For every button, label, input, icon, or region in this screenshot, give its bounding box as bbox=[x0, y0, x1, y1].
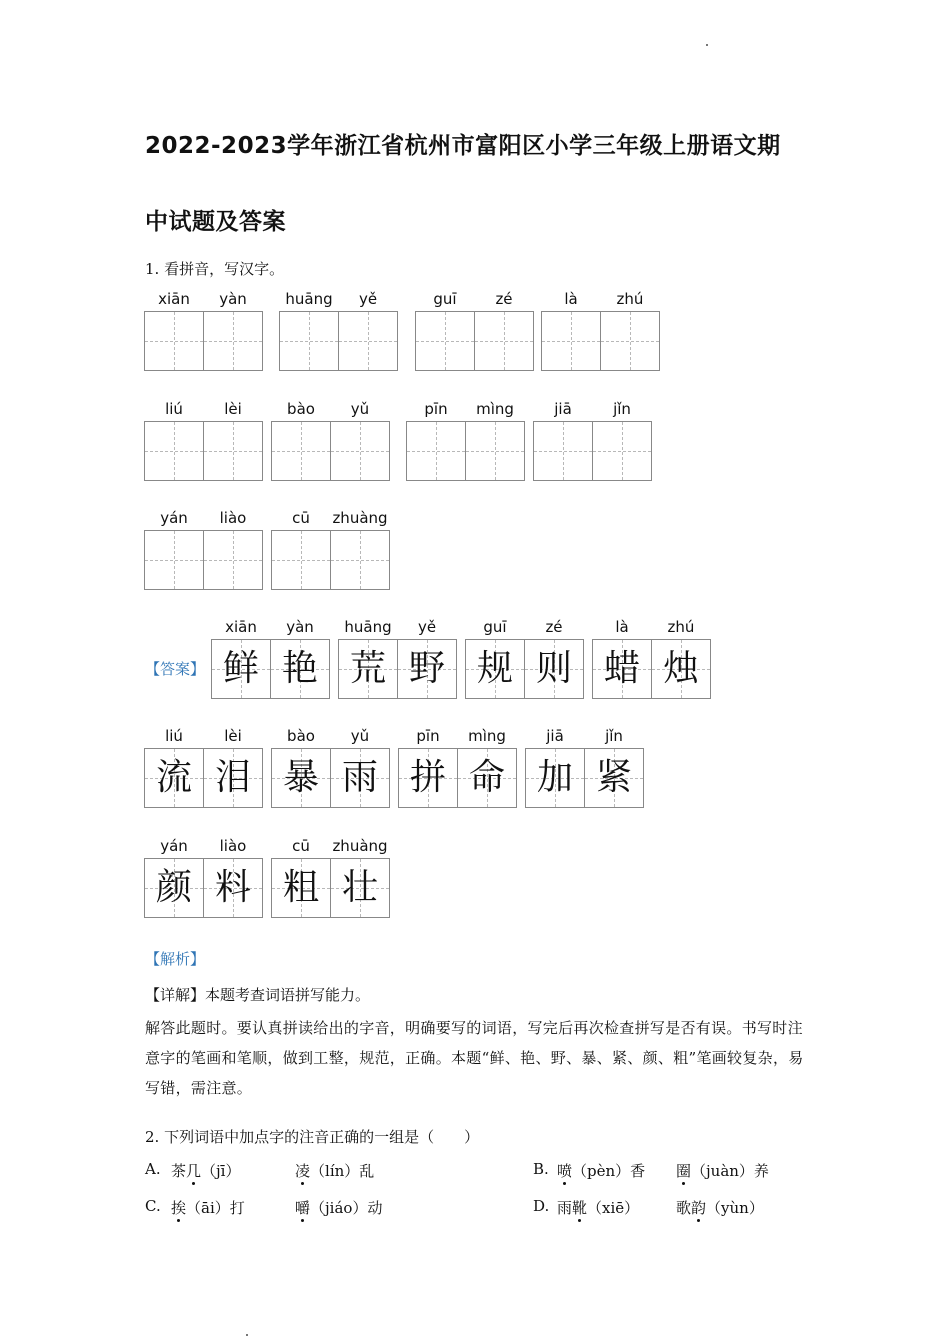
option-b-word-2 bbox=[676, 1160, 769, 1181]
blank-char-box bbox=[465, 421, 525, 481]
blank-pinyin: pīn bbox=[424, 400, 448, 418]
option-c-word-1 bbox=[171, 1197, 245, 1218]
answer-char-box bbox=[270, 639, 330, 699]
page-mark-top bbox=[706, 44, 708, 46]
answer-char: 荒 bbox=[349, 648, 386, 689]
blank-char-box bbox=[271, 530, 331, 590]
option-d2-dotted: 韵 bbox=[691, 1199, 707, 1217]
answer-pinyin: zhú bbox=[667, 618, 695, 636]
answer-pinyin: cū bbox=[292, 837, 310, 855]
blank-pinyin: yě bbox=[358, 290, 378, 308]
blank-pinyin: zhuàng bbox=[332, 509, 388, 527]
blank-char-box bbox=[541, 311, 601, 371]
answer-pinyin: xiān bbox=[225, 618, 257, 636]
doc-title-line1: 2022-2023学年浙江省杭州市富阳区小学三年级上册语文期 bbox=[145, 133, 781, 159]
explanation-text: 解答此题时。要认真拼读给出的字音，明确要写的词语，写完后再次检查拼写是否有误。书写时注意字的笔画和笔顺，做到工整，规范，正确。本题“鲜、艳、野、暴、紧、颜、粗”笔画较复杂，易写错，需注意。 bbox=[145, 1019, 804, 1097]
detail-heading: 【详解】本题考查词语拼写能力。 bbox=[145, 986, 371, 1004]
answer-char: 加 bbox=[536, 757, 573, 798]
answer-char-box bbox=[144, 748, 204, 808]
blank-pinyin: yàn bbox=[219, 290, 247, 308]
option-c1-post: （āi）打 bbox=[186, 1199, 245, 1217]
option-a2-dotted: 凌 bbox=[295, 1162, 311, 1180]
answer-pinyin: yě bbox=[417, 618, 437, 636]
answer-char-box bbox=[211, 639, 271, 699]
blank-pinyin: guī bbox=[433, 290, 457, 308]
answer-char: 艳 bbox=[281, 648, 318, 689]
answer-char-box bbox=[203, 858, 263, 918]
answer-pinyin: yán bbox=[160, 837, 188, 855]
blank-char-box bbox=[279, 311, 339, 371]
option-b1-dotted: 喷 bbox=[557, 1162, 573, 1180]
answer-pinyin: guī bbox=[483, 618, 507, 636]
answer-pinyin: yǔ bbox=[350, 727, 370, 745]
blank-pinyin: huāng bbox=[285, 290, 333, 308]
answer-pinyin: jiā bbox=[546, 727, 564, 745]
option-c2-post: （jiáo）动 bbox=[310, 1199, 383, 1217]
option-c2-dotted: 嚼 bbox=[295, 1199, 311, 1217]
option-c-word-2 bbox=[295, 1197, 382, 1218]
option-d-word-2 bbox=[676, 1197, 764, 1218]
option-d-label: D. bbox=[533, 1197, 550, 1215]
option-a-word-2 bbox=[295, 1160, 374, 1181]
blank-char-box bbox=[474, 311, 534, 371]
blank-pinyin: jǐn bbox=[613, 400, 631, 418]
answer-char: 紧 bbox=[595, 757, 632, 798]
answer-char: 野 bbox=[408, 648, 445, 689]
answer-char: 颜 bbox=[155, 867, 192, 908]
option-d2-pre: 歌 bbox=[676, 1199, 692, 1217]
blank-char-box bbox=[271, 421, 331, 481]
option-b-word-1 bbox=[557, 1160, 645, 1181]
answer-char: 命 bbox=[468, 757, 505, 798]
blank-pinyin: zé bbox=[495, 290, 513, 308]
blank-pinyin: xiān bbox=[158, 290, 190, 308]
question-1-prompt: 1. 看拼音，写汉字。 bbox=[145, 260, 285, 278]
blank-pinyin: zhú bbox=[616, 290, 644, 308]
blank-char-box bbox=[592, 421, 652, 481]
option-b-label: B. bbox=[533, 1160, 549, 1178]
option-c1-dotted: 挨 bbox=[171, 1199, 187, 1217]
answer-pinyin: huāng bbox=[344, 618, 392, 636]
blank-char-box bbox=[203, 530, 263, 590]
blank-char-box bbox=[330, 530, 390, 590]
answer-char: 粗 bbox=[282, 867, 319, 908]
blank-pinyin: là bbox=[564, 290, 578, 308]
blank-pinyin: cū bbox=[292, 509, 310, 527]
answer-char-box bbox=[271, 748, 331, 808]
answer-char: 规 bbox=[476, 648, 513, 689]
answer-char: 流 bbox=[155, 757, 192, 798]
answer-char: 料 bbox=[214, 867, 251, 908]
answer-char-box bbox=[584, 748, 644, 808]
option-b2-post: （juàn）养 bbox=[691, 1162, 769, 1180]
blank-pinyin: jiā bbox=[554, 400, 572, 418]
answer-char-box bbox=[465, 639, 525, 699]
answer-char-box bbox=[457, 748, 517, 808]
blank-pinyin: yán bbox=[160, 509, 188, 527]
answer-char: 雨 bbox=[341, 757, 378, 798]
answer-label: 【答案】 bbox=[145, 660, 206, 678]
answer-pinyin: là bbox=[615, 618, 629, 636]
answer-char-box bbox=[397, 639, 457, 699]
blank-char-box bbox=[338, 311, 398, 371]
blank-char-box bbox=[144, 530, 204, 590]
option-d1-pre: 雨 bbox=[557, 1199, 573, 1217]
option-a2-post: （lín）乱 bbox=[310, 1162, 375, 1180]
blank-char-box bbox=[600, 311, 660, 371]
answer-char-box bbox=[592, 639, 652, 699]
option-b1-post: （pèn）香 bbox=[572, 1162, 646, 1180]
option-b2-dotted: 圈 bbox=[676, 1162, 692, 1180]
answer-char-box bbox=[203, 748, 263, 808]
answer-char: 拼 bbox=[409, 757, 446, 798]
blank-char-box bbox=[415, 311, 475, 371]
answer-char: 泪 bbox=[214, 757, 251, 798]
answer-char-box bbox=[651, 639, 711, 699]
doc-title-line2: 中试题及答案 bbox=[145, 209, 286, 235]
answer-pinyin: lèi bbox=[224, 727, 242, 745]
answer-char-box bbox=[398, 748, 458, 808]
option-a1-pre: 茶 bbox=[171, 1162, 187, 1180]
blank-char-box bbox=[144, 421, 204, 481]
answer-pinyin: zé bbox=[545, 618, 563, 636]
blank-char-box bbox=[203, 421, 263, 481]
option-a1-dotted: 几 bbox=[186, 1162, 202, 1180]
answer-pinyin: yàn bbox=[286, 618, 314, 636]
blank-char-box bbox=[144, 311, 204, 371]
option-d1-post: （xiē） bbox=[587, 1199, 640, 1217]
answer-pinyin: bào bbox=[287, 727, 315, 745]
blank-pinyin: liú bbox=[165, 400, 183, 418]
answer-char: 壮 bbox=[341, 867, 378, 908]
blank-pinyin: yǔ bbox=[350, 400, 370, 418]
blank-pinyin: lèi bbox=[224, 400, 242, 418]
answer-char: 暴 bbox=[282, 757, 319, 798]
answer-char-box bbox=[330, 748, 390, 808]
answer-pinyin: pīn bbox=[416, 727, 440, 745]
answer-char-box bbox=[338, 639, 398, 699]
answer-pinyin: liào bbox=[219, 837, 247, 855]
answer-pinyin: jǐn bbox=[605, 727, 623, 745]
option-d-word-1 bbox=[557, 1197, 639, 1218]
blank-char-box bbox=[533, 421, 593, 481]
answer-char-box bbox=[525, 748, 585, 808]
option-d2-post: （yùn） bbox=[706, 1199, 764, 1217]
blank-char-box bbox=[330, 421, 390, 481]
answer-pinyin: mìng bbox=[468, 727, 506, 745]
answer-char: 蜡 bbox=[603, 648, 640, 689]
answer-pinyin: zhuàng bbox=[332, 837, 388, 855]
answer-char: 鲜 bbox=[222, 648, 259, 689]
answer-char-box bbox=[144, 858, 204, 918]
page-mark-bottom bbox=[246, 1334, 248, 1336]
answer-char-box bbox=[524, 639, 584, 699]
blank-pinyin: bào bbox=[287, 400, 315, 418]
answer-char-box bbox=[271, 858, 331, 918]
option-a-word-1 bbox=[171, 1160, 240, 1181]
option-d1-dotted: 靴 bbox=[572, 1199, 588, 1217]
answer-char: 烛 bbox=[662, 648, 699, 689]
blank-pinyin: liào bbox=[219, 509, 247, 527]
answer-char-box bbox=[330, 858, 390, 918]
answer-char: 则 bbox=[535, 648, 572, 689]
question-2-prompt: 2. 下列词语中加点字的注音正确的一组是（ ） bbox=[145, 1128, 480, 1146]
option-a1-post: （jī） bbox=[201, 1162, 241, 1180]
blank-pinyin: mìng bbox=[476, 400, 514, 418]
option-c-label: C. bbox=[145, 1197, 161, 1215]
blank-char-box bbox=[406, 421, 466, 481]
answer-pinyin: liú bbox=[165, 727, 183, 745]
blank-char-box bbox=[203, 311, 263, 371]
analysis-label: 【解析】 bbox=[145, 950, 206, 968]
option-a-label: A. bbox=[145, 1160, 161, 1178]
